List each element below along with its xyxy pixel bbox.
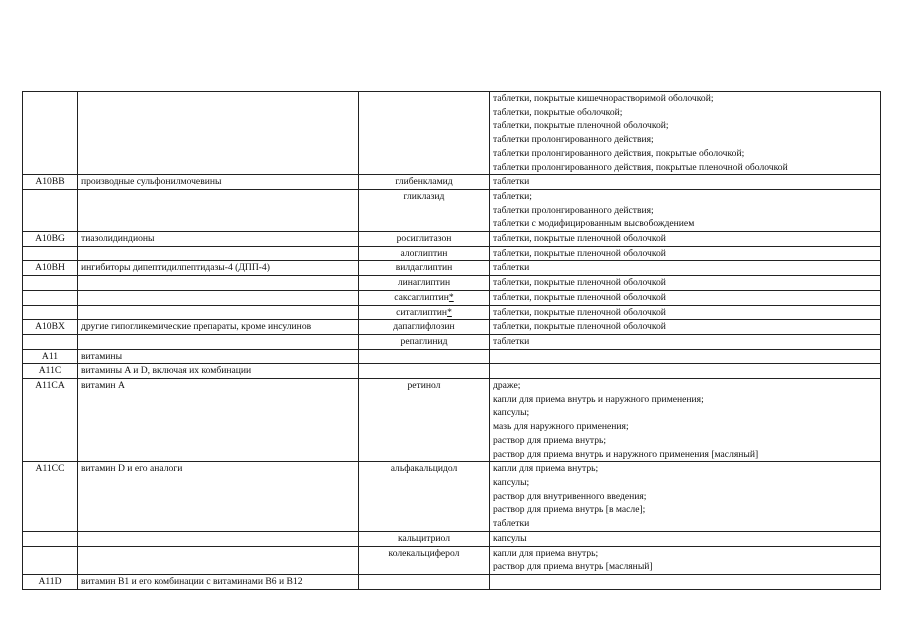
drug-name: ретинол: [407, 380, 441, 392]
atc-code-cell: A10BB: [23, 175, 78, 190]
table-row: [23, 276, 881, 291]
group-name-cell: тиазолидиндионы: [78, 232, 359, 247]
drug-name-cell: [359, 320, 490, 335]
atc-code-cell: A11C: [23, 364, 78, 379]
dosage-form-line: раствор для внутривенного введения;: [493, 490, 647, 502]
drug-name-cell: [359, 189, 490, 231]
group-name-cell: другие гипогликемические препараты, кроме инсулинов: [78, 320, 359, 335]
drug-name: глибенкламид: [395, 176, 453, 188]
dosage-form-line: таблетки, покрытые пленочной оболочкой: [493, 291, 666, 303]
drug-name: репаглинид: [400, 335, 448, 347]
drug-name-cell: [359, 531, 490, 546]
drug-name: кальцитриол: [398, 532, 450, 544]
group-name-cell: витамины A и D, включая их комбинации: [78, 364, 359, 379]
dosage-form-line: мазь для наружного применения;: [493, 421, 629, 433]
drug-name-cell: [359, 574, 490, 589]
dosage-form-cell: [490, 364, 881, 379]
drug-list-table: [22, 91, 881, 590]
dosage-form-line: таблетки, покрытые пленочной оболочкой;: [493, 120, 669, 132]
drug-name-cell: [359, 364, 490, 379]
dosage-form-line: таблетки, покрытые пленочной оболочкой: [493, 233, 666, 245]
dosage-form-cell: [490, 276, 881, 291]
atc-code-cell: A11CC: [23, 462, 78, 532]
atc-code-cell: [23, 92, 78, 175]
drug-name-cell: [359, 246, 490, 261]
dosage-form-line: таблетки, покрытые кишечнорастворимой оболочкой;: [493, 93, 714, 104]
table-row: [23, 349, 881, 364]
dosage-form-cell: [490, 574, 881, 589]
drug-name: линаглиптин: [397, 277, 451, 289]
atc-code-cell: [23, 290, 78, 305]
drug-name-cell: [359, 546, 490, 574]
dosage-form-line: капли для приема внутрь и наружного применения;: [493, 393, 704, 405]
dosage-form-line: таблетки пролонгированного действия;: [493, 134, 654, 146]
drug-name-cell: [359, 379, 490, 462]
dosage-form-line: таблетки пролонгированного действия, покрытые пленочной оболочкой: [493, 161, 788, 173]
dosage-form-line: раствор для приема внутрь и наружного применения [масляный]: [493, 448, 759, 460]
table-row: [23, 574, 881, 589]
dosage-form-line: таблетки: [493, 262, 530, 274]
group-name-cell: витамины: [78, 349, 359, 364]
group-name-cell: производные сульфонилмочевины: [78, 175, 359, 190]
table-row: [23, 546, 881, 574]
group-name-cell: [78, 546, 359, 574]
dosage-form-line: капсулы;: [493, 407, 530, 419]
group-name-cell: [78, 189, 359, 231]
drug-name-cell: [359, 290, 490, 305]
dosage-form-cell: [490, 546, 881, 574]
footnote-mark: *: [447, 306, 452, 318]
drug-name-cell: [359, 462, 490, 532]
dosage-form-line: таблетки, покрытые пленочной оболочкой: [493, 247, 666, 259]
table-row: [23, 462, 881, 532]
group-name-cell: витамин B1 и его комбинации с витаминами B6 и B12: [78, 574, 359, 589]
atc-code-cell: A11D: [23, 574, 78, 589]
atc-code-cell: [23, 531, 78, 546]
dosage-form-line: капсулы;: [493, 476, 530, 488]
atc-code-cell: A10BH: [23, 261, 78, 276]
dosage-form-cell: [490, 379, 881, 462]
table-row: [23, 261, 881, 276]
dosage-form-cell: [490, 320, 881, 335]
group-name-cell: витамин D и его аналоги: [78, 462, 359, 532]
table-row: [23, 320, 881, 335]
group-name-cell: витамин A: [78, 379, 359, 462]
drug-name: альфакальцидол: [390, 463, 458, 475]
group-name-cell: [78, 246, 359, 261]
dosage-form-cell: [490, 232, 881, 247]
table-row: [23, 246, 881, 261]
drug-name-cell: [359, 175, 490, 190]
drug-name-cell: [359, 276, 490, 291]
dosage-form-line: капсулы: [493, 532, 527, 544]
dosage-form-line: таблетки, покрытые оболочкой;: [493, 106, 623, 118]
atc-code-cell: [23, 546, 78, 574]
drug-name: дапаглифлозин: [393, 321, 455, 333]
dosage-form-line: капли для приема внутрь;: [493, 547, 599, 559]
dosage-form-line: таблетки, покрытые пленочной оболочкой: [493, 277, 666, 289]
dosage-form-line: драже;: [493, 380, 521, 392]
dosage-form-line: таблетки: [493, 518, 530, 530]
footnote-mark: *: [448, 291, 454, 303]
drug-name-cell: [359, 92, 490, 175]
atc-code-cell: A11CA: [23, 379, 78, 462]
atc-code-cell: [23, 276, 78, 291]
dosage-form-cell: [490, 246, 881, 261]
drug-name-cell: [359, 334, 490, 349]
dosage-form-cell: [490, 290, 881, 305]
drug-name: гликлазид: [403, 190, 445, 202]
dosage-form-cell: [490, 189, 881, 231]
table-row: [23, 305, 881, 320]
table-row: [23, 379, 881, 462]
drug-name: вилдаглиптин: [395, 262, 453, 274]
table-row: [23, 189, 881, 231]
table-row: [23, 531, 881, 546]
dosage-form-cell: [490, 305, 881, 320]
drug-name-cell: [359, 349, 490, 364]
atc-code-cell: [23, 189, 78, 231]
drug-name-cell: [359, 232, 490, 247]
dosage-form-line: таблетки, покрытые пленочной оболочкой: [493, 321, 666, 333]
dosage-form-line: раствор для приема внутрь [в масле];: [493, 504, 646, 516]
drug-name-cell: [359, 305, 490, 320]
atc-code-cell: A11: [23, 349, 78, 364]
table-row: [23, 175, 881, 190]
atc-code-cell: [23, 334, 78, 349]
dosage-form-line: раствор для приема внутрь [масляный]: [493, 561, 653, 573]
dosage-form-cell: [490, 349, 881, 364]
dosage-form-cell: [490, 531, 881, 546]
dosage-form-cell: [490, 261, 881, 276]
dosage-form-line: раствор для приема внутрь;: [493, 434, 607, 446]
drug-name: саксаглиптин: [394, 291, 449, 303]
group-name-cell: [78, 531, 359, 546]
table-row: [23, 92, 881, 175]
dosage-form-cell: [490, 334, 881, 349]
dosage-form-line: таблетки пролонгированного действия, покрытые оболочкой;: [493, 147, 745, 159]
atc-code-cell: [23, 305, 78, 320]
dosage-form-cell: [490, 462, 881, 532]
group-name-cell: [78, 290, 359, 305]
group-name-cell: [78, 334, 359, 349]
table-row: [23, 334, 881, 349]
dosage-form-cell: [490, 175, 881, 190]
atc-code-cell: [23, 246, 78, 261]
dosage-form-line: таблетки: [493, 176, 530, 188]
drug-name: ситаглиптин: [396, 306, 448, 318]
drug-name: алоглиптин: [400, 247, 448, 259]
dosage-form-cell: [490, 92, 881, 175]
drug-name: колекальциферол: [388, 547, 460, 559]
dosage-form-line: таблетки: [493, 335, 530, 347]
group-name-cell: [78, 92, 359, 175]
dosage-form-line: таблетки пролонгированного действия;: [493, 204, 654, 216]
atc-code-cell: A10BG: [23, 232, 78, 247]
group-name-cell: [78, 276, 359, 291]
table-row: [23, 232, 881, 247]
drug-name: росиглитазон: [396, 233, 452, 245]
dosage-form-line: таблетки, покрытые пленочной оболочкой: [493, 306, 666, 318]
dosage-form-line: таблетки;: [493, 190, 532, 202]
table-row: [23, 290, 881, 305]
dosage-form-line: капли для приема внутрь;: [493, 463, 599, 475]
group-name-cell: [78, 305, 359, 320]
drug-list-body: [23, 92, 881, 590]
dosage-form-line: таблетки с модифицированным высвобождением: [493, 218, 695, 230]
group-name-cell: ингибиторы дипептидилпептидазы-4 (ДПП-4): [78, 261, 359, 276]
atc-code-cell: A10BX: [23, 320, 78, 335]
drug-name-cell: [359, 261, 490, 276]
table-row: [23, 364, 881, 379]
